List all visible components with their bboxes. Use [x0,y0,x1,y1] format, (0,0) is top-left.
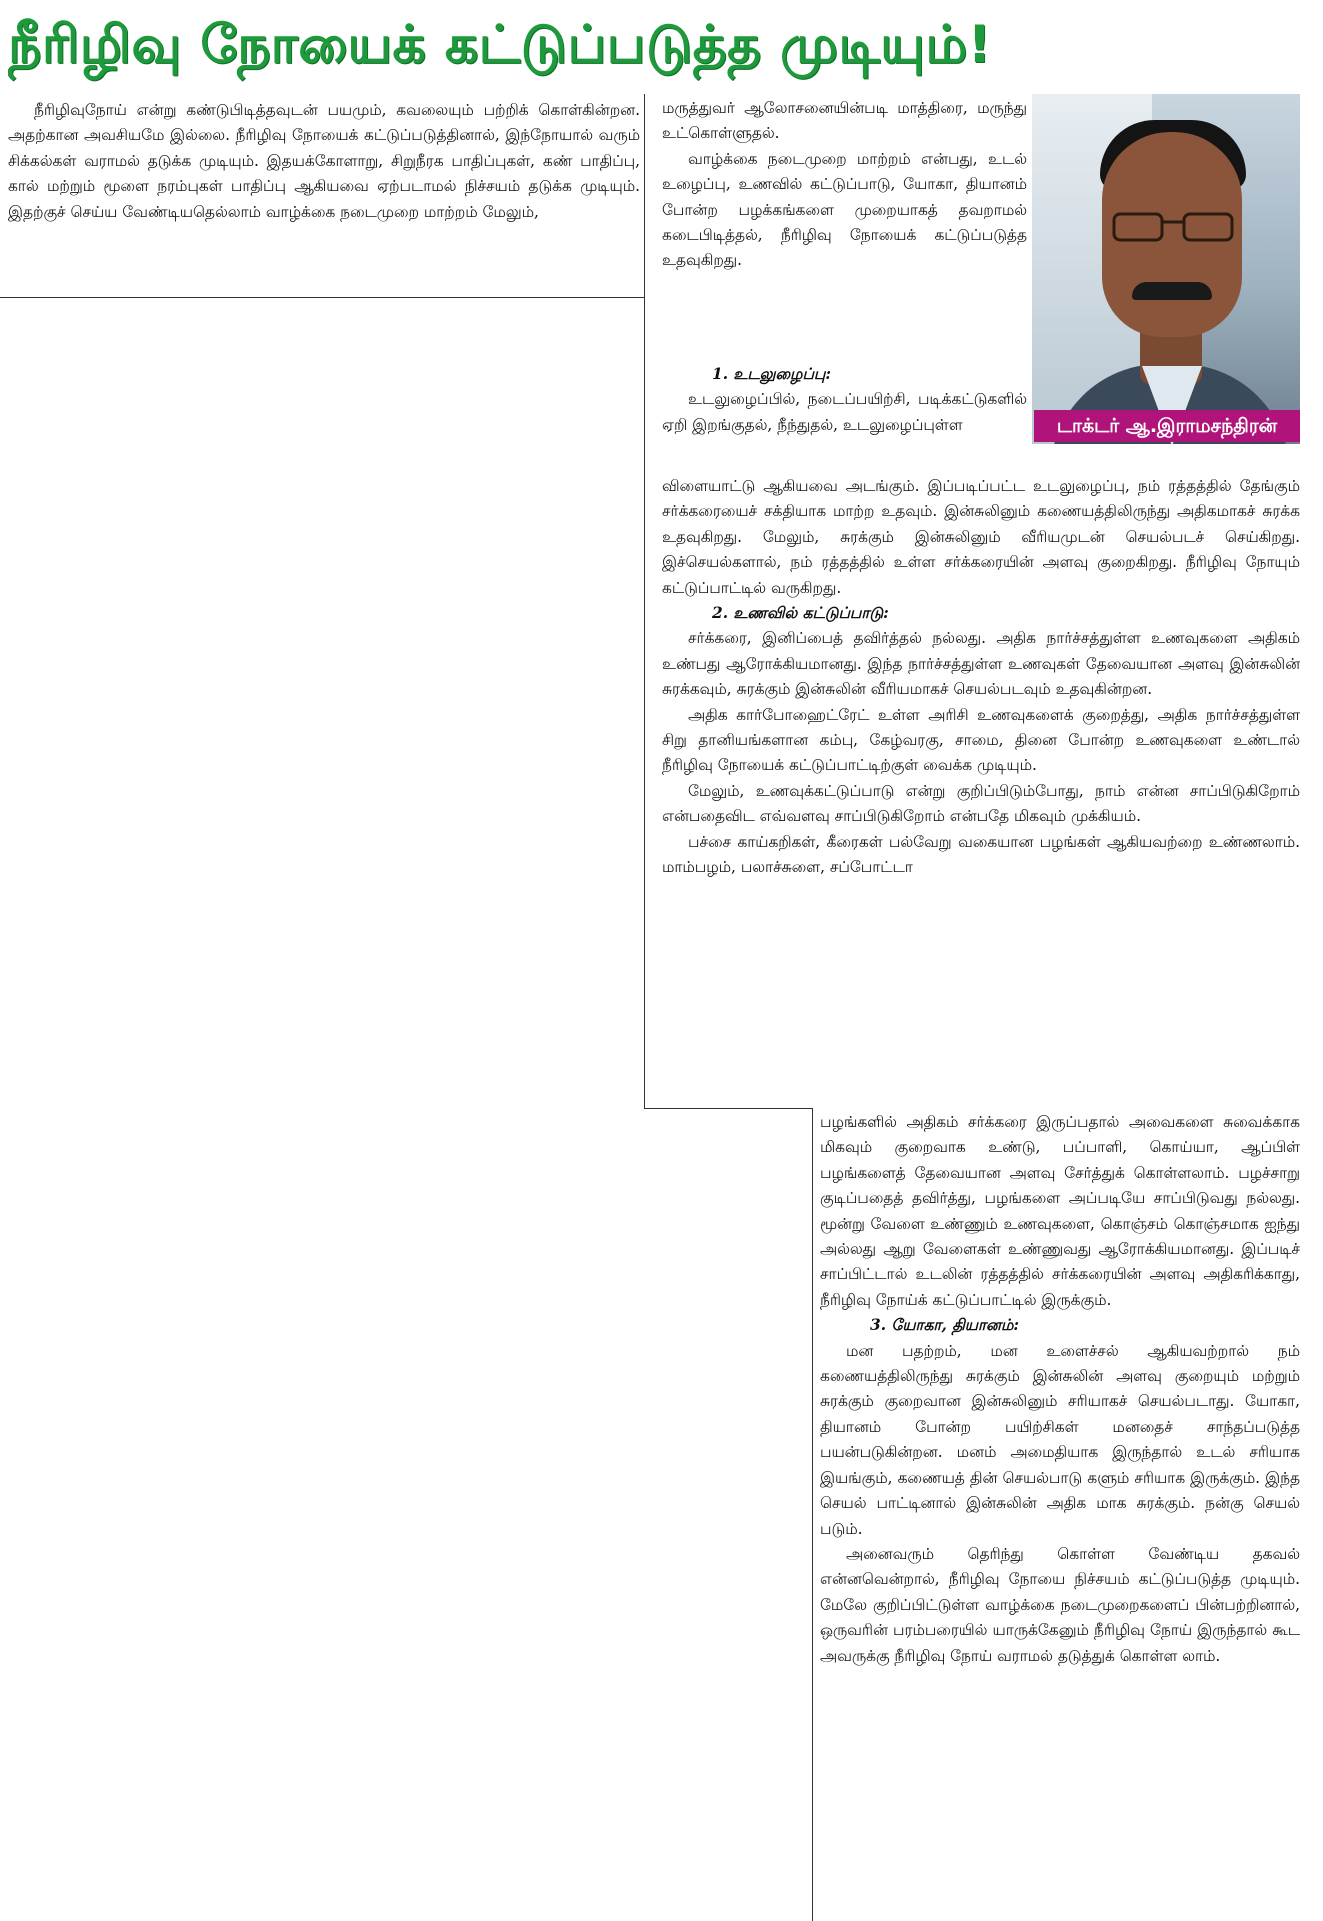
section3-paragraph-2: அனைவரும் தெரிந்து கொள்ள வேண்டிய தகவல் என்னவென்றால், நீரிழிவு நோயை நிச்சயம் கட்டுப்படுத்த முடியும். மேலே குறிப்பிட்டுள்ள வாழ்க்கை நடைமுறைகளைப் பின்பற்றினால், ஒருவரின் பரம்பரையில் யாருக்கேனும் நீரிழிவு நோய் இருந்தால் கூட அவருக்கு நீரிழிவு நோய் வராமல் தடுத்துக் கொள்ள லாம். [820,1544,1300,1665]
section1-paragraph-a: உடலுழைப்பில், நடைப்பயிற்சி, படிக்கட்டுகளில் ஏறி இறங்குதல், நீந்துதல், உடலுழைப்புள்ள [662,390,1027,434]
section2-title: 2. உணவில் கட்டுப்பாடு: [712,604,889,623]
glasses-icon [1112,210,1234,244]
section2-paragraph-4b: பழங்களில் அதிகம் சர்க்கரை இருப்பதால் அவைகளை சுவைக்காக மிகவும் குறைவாக உண்டு, பப்பாளி, கொய்யா, ஆப்பிள் பழங்களைத் தேவையான அளவு சேர்த்துக் கொள்ளலாம். பழச்சாறு குடிப்பதைத் தவிர்த்து, பழங்களை அப்படியே சாப்பிடுவது நல்லது. மூன்று வேளை உண்ணும் உணவுகளை, கொஞ்சம் கொஞ்சமாக ஐந்து அல்லது ஆறு வேளைகள் உண்ணுவது ஆரோக்கியமானது. இப்படிச் சாப்பிட்டால் உடலின் ரத்தத்தில் சர்க்கரையின் அளவு அதிகரிக்காது, நீரிழிவு நோய்க் கட்டுப்பாட்டில் இருக்கும். [820,1113,1300,1309]
lifestyle-paragraph: வாழ்க்கை நடைமுறை மாற்றம் என்பது, உடல் உழைப்பு, உணவில் கட்டுப்பாடு, யோகா, தியானம் போன்ற பழக்கங்களை முறையாகத் தவறாமல் கடைபிடித்தல், நீரிழிவு நோயைக் கட்டுப்படுத்த உதவுகிறது. [662,149,1027,270]
section2-paragraph-2: அதிக கார்போஹைட்ரேட் உள்ள அரிசி உணவுகளைக் குறைத்து, அதிக நார்ச்சத்துள்ள சிறு தானியங்களான கம்பு, கேழ்வரகு, சாமை, தினை போன்ற உணவுகளை உண்டால் நீரிழிவு நோயைக் கட்டுப்பாட்டிற்குள் வைக்க முடியும். [662,705,1300,775]
section3-paragraph-1: மன பதற்றம், மன உளைச்சல் ஆகியவற்றால் நம் கணையத்திலிருந்து சுரக்கும் இன்சுலின் அளவு குறையும் மற்றும் சுரக்கும் குறைவான இன்சுலினும் சரியாகச் செயல்படாது. யோகா, தியானம் போன்ற பயிற்சிகள் மனதைச் சாந்தப்படுத்த பயன்படுகின்றன. மனம் அமைதியாக இருந்தால் உடல் சரியாக இயங்கும், கணையத் தின் செயல்பாடு களும் சரியாக இருக்கும். இந்த செயல் பாட்டினால் இன்சுலின் அதிக மாக சுரக்கும். நன்கு செயல் படும். [820,1341,1300,1538]
doctor-photo [1032,94,1300,444]
column-step-rule [644,1108,812,1109]
column-lower-right [820,1110,1300,1910]
column-divider-lower [812,1108,813,1921]
intro-column [8,98,640,278]
column-top-left [662,96,1027,378]
section1-head-block [662,362,1027,472]
section2-paragraph-3: மேலும், உணவுக்கட்டுப்பாடு என்று குறிப்பிடும்போது, நாம் என்ன சாப்பிடுகிறோம் என்பதைவிட எவ்வளவு சாப்பிடுகிறோம் என்பதே மிகவும் முக்கியம். [662,781,1300,826]
section1-title: 1. உடலுழைப்பு: [712,365,832,383]
intro-paragraph: நீரிழிவுநோய் என்று கண்டுபிடித்தவுடன் பயமும், கவலையும் பற்றிக் கொள்கின்றன. அதற்கான அவசியமே இல்லை. நீரிழிவு நோயைக் கட்டுப்படுத்தினால், இந்நோயால் வரும் சிக்கல்கள் வராமல் தடுக்க முடியும். இதயக்கோளாறு, சிறுநீரக பாதிப்புகள், கண் பாதிப்பு, கால் மற்றும் மூளை நரம்புகள் பாதிப்பு ஆகியவை ஏற்படாமல் நிச்சயம் தடுக்க முடியும். இதற்குச் செய்ய வேண்டியதெல்லாம் வாழ்க்கை நடைமுறை மாற்றம் மேலும், [8,101,640,221]
column-divider-upper [644,94,645,1108]
section2-paragraph-4a: பச்சை காய்கறிகள், கீரைகள் பல்வேறு வகையான பழங்கள் ஆகியவற்றை உண்ணலாம். மாம்பழம், பலாச்சுளை, சப்போட்டா [662,832,1300,877]
section1-paragraph-b: விளையாட்டு ஆகியவை அடங்கும். இப்படிப்பட்ட உடலுழைப்பு, நம் ரத்தத்தில் தேங்கும் சர்க்கரையைச் சக்தியாக மாற்ற உதவும். இன்சுலினும் கணையத்திலிருந்து அதிகமாகச் சுரக்க உதவுகிறது. மேலும், சுரக்கும் இன்சுலினும் வீரியமுடன் செயல்படச் செய்கிறது. இச்செயல்களால், நம் ரத்தத்தில் உள்ள சர்க்கரையின் அளவு குறைகிறது. நீரிழிவு நோயும் கட்டுப்பாட்டில் வருகிறது. [662,477,1300,597]
intro-bottom-rule [0,297,644,298]
photo-caption: டாக்டர் ஆ.இராமசந்திரன் [1034,410,1300,442]
section2-paragraph-1: சர்க்கரை, இனிப்பைத் தவிர்த்தல் நல்லது. அதிக நார்ச்சத்துள்ள உணவுகளை அதிகம் உண்பது ஆரோக்கியமானது. இந்த நார்ச்சத்துள்ள உணவுகள் தேவையான அளவு இன்சுலின் சுரக்கவும், சுரக்கும் இன்சுலின் வீரியமாகச் செயல்படவும் உதவுகின்றன. [662,629,1300,699]
column-wide-middle [662,474,1300,1108]
section3-title: 3. யோகா, தியானம்: [870,1316,1020,1335]
medication-paragraph: மருத்துவர் ஆலோசனையின்படி மாத்திரை, மருந்து உட்கொள்ளுதல். [662,99,1027,143]
headline: நீரிழிவு நோயைக் கட்டுப்படுத்த முடியும்! [8,15,992,75]
